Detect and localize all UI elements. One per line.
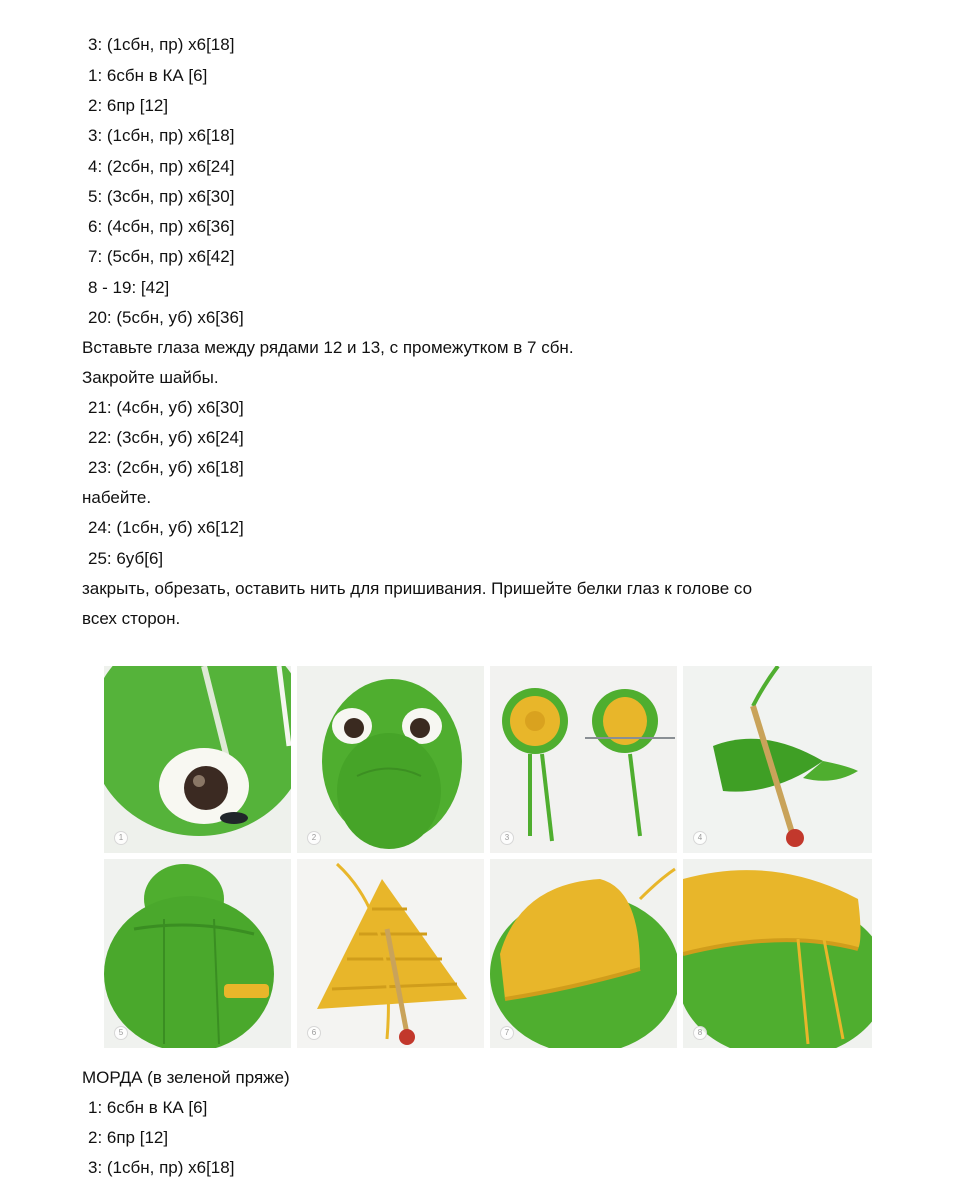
crochet-hook-piece-image	[683, 666, 872, 853]
step-number-badge: 3	[500, 831, 514, 845]
step-number-badge: 5	[114, 1026, 128, 1040]
step-photo-2	[297, 666, 484, 853]
crochet-head-eye-image	[104, 666, 291, 853]
crochet-face-image	[297, 666, 484, 853]
step-number-badge: 1	[114, 831, 128, 845]
pattern-line: 1: 6сбн в КА [6]	[88, 1098, 208, 1117]
step-photo-1	[104, 666, 291, 853]
crochet-shell-attach-image	[490, 859, 677, 1048]
instruction-line: Закройте шайбы.	[82, 368, 219, 387]
pattern-line: 7: (5сбн, пр) х6[42]	[88, 247, 235, 266]
pattern-line: 3: (1сбн, пр) х6[18]	[88, 35, 235, 54]
pattern-line: 22: (3сбн, уб) х6[24]	[88, 428, 244, 447]
pattern-line: 1: 6сбн в КА [6]	[88, 66, 208, 85]
crochet-yellow-triangle-image	[297, 859, 484, 1048]
pattern-line: 4: (2сбн, пр) х6[24]	[88, 157, 235, 176]
instruction-line: всех сторон.	[82, 609, 181, 628]
pattern-line: 2: 6пр [12]	[88, 1128, 169, 1147]
crochet-eye-discs-image	[490, 666, 677, 853]
step-number-badge: 7	[500, 1026, 514, 1040]
pattern-line: 3: (1сбн, пр) х6[18]	[88, 1158, 235, 1177]
step-photo-7	[490, 859, 677, 1048]
section-heading: МОРДА (в зеленой пряже)	[82, 1068, 290, 1087]
pattern-line: 6: (4сбн, пр) х6[36]	[88, 217, 235, 236]
instruction-line: закрыть, обрезать, оставить нить для пришивания. Пришейте белки глаз к голове со	[82, 579, 753, 598]
pattern-line: 3: (1сбн, пр) х6[18]	[88, 126, 235, 145]
pattern-line: 2: 6пр [12]	[88, 96, 169, 115]
instruction-line: Вставьте глаза между рядами 12 и 13, с промежутком в 7 сбн.	[82, 338, 574, 357]
pattern-line: 24: (1сбн, уб) х6[12]	[88, 518, 244, 537]
step-number-badge: 2	[307, 831, 321, 845]
step-photo-8	[683, 859, 872, 1048]
instruction-line: набейте.	[82, 488, 152, 507]
step-number-badge: 6	[307, 1026, 321, 1040]
pattern-line: 8 - 19: [42]	[88, 278, 170, 297]
step-photo-4	[683, 666, 872, 853]
crochet-body-image	[104, 859, 291, 1048]
pattern-line: 25: 6уб[6]	[88, 549, 164, 568]
step-photo-6	[297, 859, 484, 1048]
step-number-badge: 4	[693, 831, 707, 845]
pattern-line: 5: (3сбн, пр) х6[30]	[88, 187, 235, 206]
pattern-line: 20: (5сбн, уб) х6[36]	[88, 308, 244, 327]
pattern-line: 21: (4сбн, уб) х6[30]	[88, 398, 244, 417]
step-number-badge: 8	[693, 1026, 707, 1040]
step-photo-3	[490, 666, 677, 853]
crochet-shell-sewing-image	[683, 859, 872, 1048]
photo-steps-grid	[100, 662, 876, 1052]
step-photo-5	[104, 859, 291, 1048]
pattern-line: 23: (2сбн, уб) х6[18]	[88, 458, 244, 477]
